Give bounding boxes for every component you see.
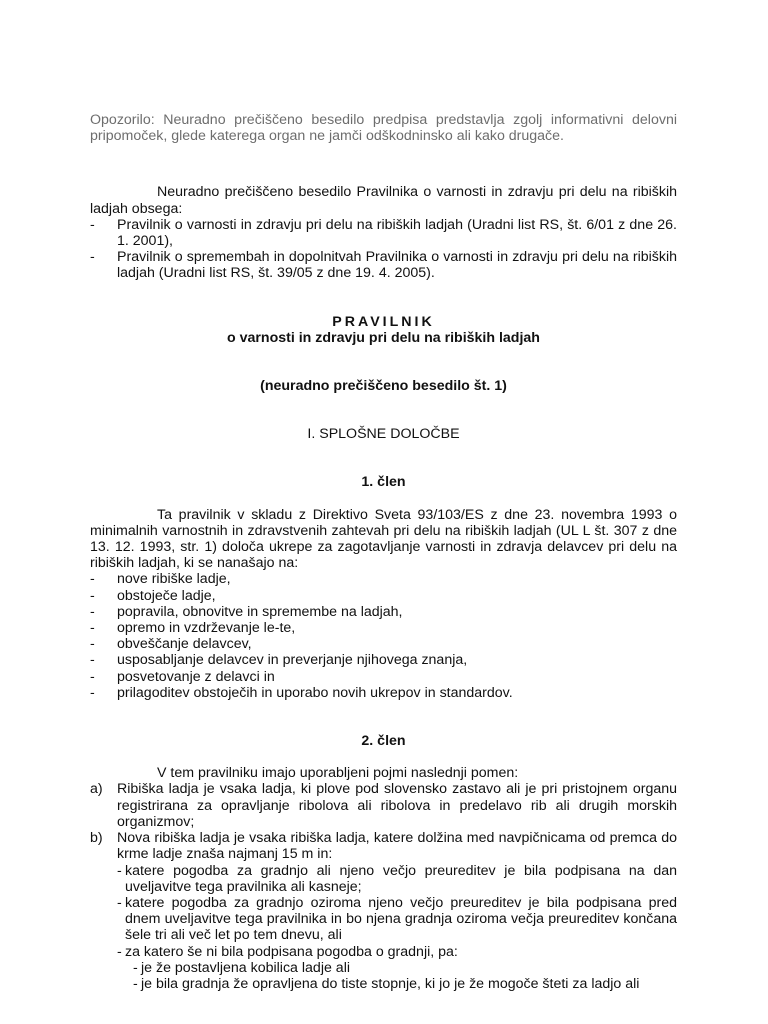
- definition-sub-list: [117, 863, 677, 993]
- article-2-definitions: [90, 781, 677, 992]
- list-item: - obstoječe ladje,: [90, 587, 216, 604]
- list-item: - za katero še ni bila podpisana pogodba o gradnji, pa: - je že postavljena kobilica ladje ali - je bila gradnja že opravljena do tiste stopnje, ki jo je že mogoče šteti za ladjo ali: [117, 944, 677, 993]
- disclaimer-warning: Opozorilo: Neuradno prečiščeno besedilo predpisa predstavlja zgolj informativni delovni pripomoček, glede katerega organ ne jamči odškodninsko ali kako drugače.: [90, 112, 677, 145]
- list-item: - Pravilnik o spremembah in dopolnitvah Pravilnika o varnosti in zdravju pri delu na ribiških ladjah (Uradni list RS, št. 39/05 z dne 19. 4. 2005).: [90, 249, 677, 282]
- list-item: - je bila gradnja že opravljena do tiste stopnje, ki jo je že mogoče šteti za ladjo ali: [133, 975, 640, 992]
- list-item: - popravila, obnovitve in spremembe na ladjah,: [90, 603, 403, 620]
- document-subtitle: o varnosti in zdravju pri delu na ribiških ladjah: [227, 329, 540, 346]
- definition-item: a) Ribiška ladja je vsaka ladja, ki plove pod slovensko zastavo ali je pri pristojnem organu registrirana za opravljanje ribolova ali ribolova in predelavo rib ali drugih morskih organizmov;: [90, 781, 677, 830]
- document-body: [90, 112, 677, 992]
- article-1-heading: 1. člen: [361, 474, 406, 491]
- list-item: - opremo in vzdrževanje le-te,: [90, 620, 296, 637]
- list-item: - usposabljanje delavcev in preverjanje njihovega znanja,: [90, 652, 468, 669]
- article-1-list: [90, 571, 677, 701]
- document-title: PRAVILNIK: [332, 313, 435, 330]
- article-2-paragraph: V tem pravilniku imajo uporabljeni pojmi naslednji pomen:: [157, 765, 519, 782]
- article-1-paragraph: Ta pravilnik v skladu z Direktivo Sveta 93/103/ES z dne 23. novembra 1993 o minimalnih varnostnih in zdravstvenih zahtevah pri delu na ribiških ladjah (UL L št. 307 z dne 13. 12. 1993, str. 1) določa ukrepe za zagotavljanje varnosti in zdravja delavcev pri delu na ribiških ladjah, ki se nanašajo na:: [90, 506, 677, 572]
- intro-paragraph: Neuradno prečiščeno besedilo Pravilnika o varnosti in zdravju pri delu na ribiških ladjah obsega:: [90, 184, 677, 217]
- intro-list: [90, 217, 677, 282]
- definition-item: b) Nova ribiška ladja je vsaka ribiška ladja, katere dolžina med navpičnicama od premca do krme ladje znaša najmanj 15 m in: - katere pogodba za gradnjo ali njeno večjo preureditev je bila podpisana na dan uveljavitve tega pravilnika ali kasneje; - katere pogodba za gradnjo oziroma njeno večjo preureditev je bila podpisana pred dnem uveljavitve tega pravilnika in bo njena gradnja oziroma večja preureditev končana šele tri ali več let po tem dnevu, ali - za katero še ni bila podpisana pogodba o gradnji, pa: - je že postavljena kobilica ladje ali - je bila gradnja že opravljena do tiste stopnje, ki jo je že mogoče šteti za ladjo ali: [90, 830, 677, 992]
- list-item: - nove ribiške ladje,: [90, 571, 231, 588]
- list-item: - katere pogodba za gradnjo ali njeno večjo preureditev je bila podpisana na dan uveljavitve tega pravilnika ali kasneje;: [117, 862, 677, 895]
- chapter-heading: I. SPLOŠNE DOLOČBE: [307, 426, 460, 443]
- consolidated-note: (neuradno prečiščeno besedilo št. 1): [260, 378, 507, 395]
- definition-sub-sub-list: [125, 960, 677, 992]
- article-2-heading: 2. člen: [361, 733, 406, 750]
- list-item: - posvetovanje z delavci in: [90, 668, 275, 685]
- list-item: - katere pogodba za gradnjo oziroma njeno večjo preureditev je bila podpisana pred dnem uveljavitve tega pravilnika in bo njena gradnja oziroma večja preureditev končana šele tri ali več let po tem dnevu, ali: [117, 894, 677, 944]
- list-item: - Pravilnik o varnosti in zdravju pri delu na ribiških ladjah (Uradni list RS, št. 6/01 z dne 26. 1. 2001),: [90, 216, 677, 250]
- list-item: - je že postavljena kobilica ladje ali: [133, 959, 350, 976]
- list-item: - obveščanje delavcev,: [90, 636, 252, 653]
- list-item: - prilagoditev obstoječih in uporabo novih ukrepov in standardov.: [90, 684, 513, 701]
